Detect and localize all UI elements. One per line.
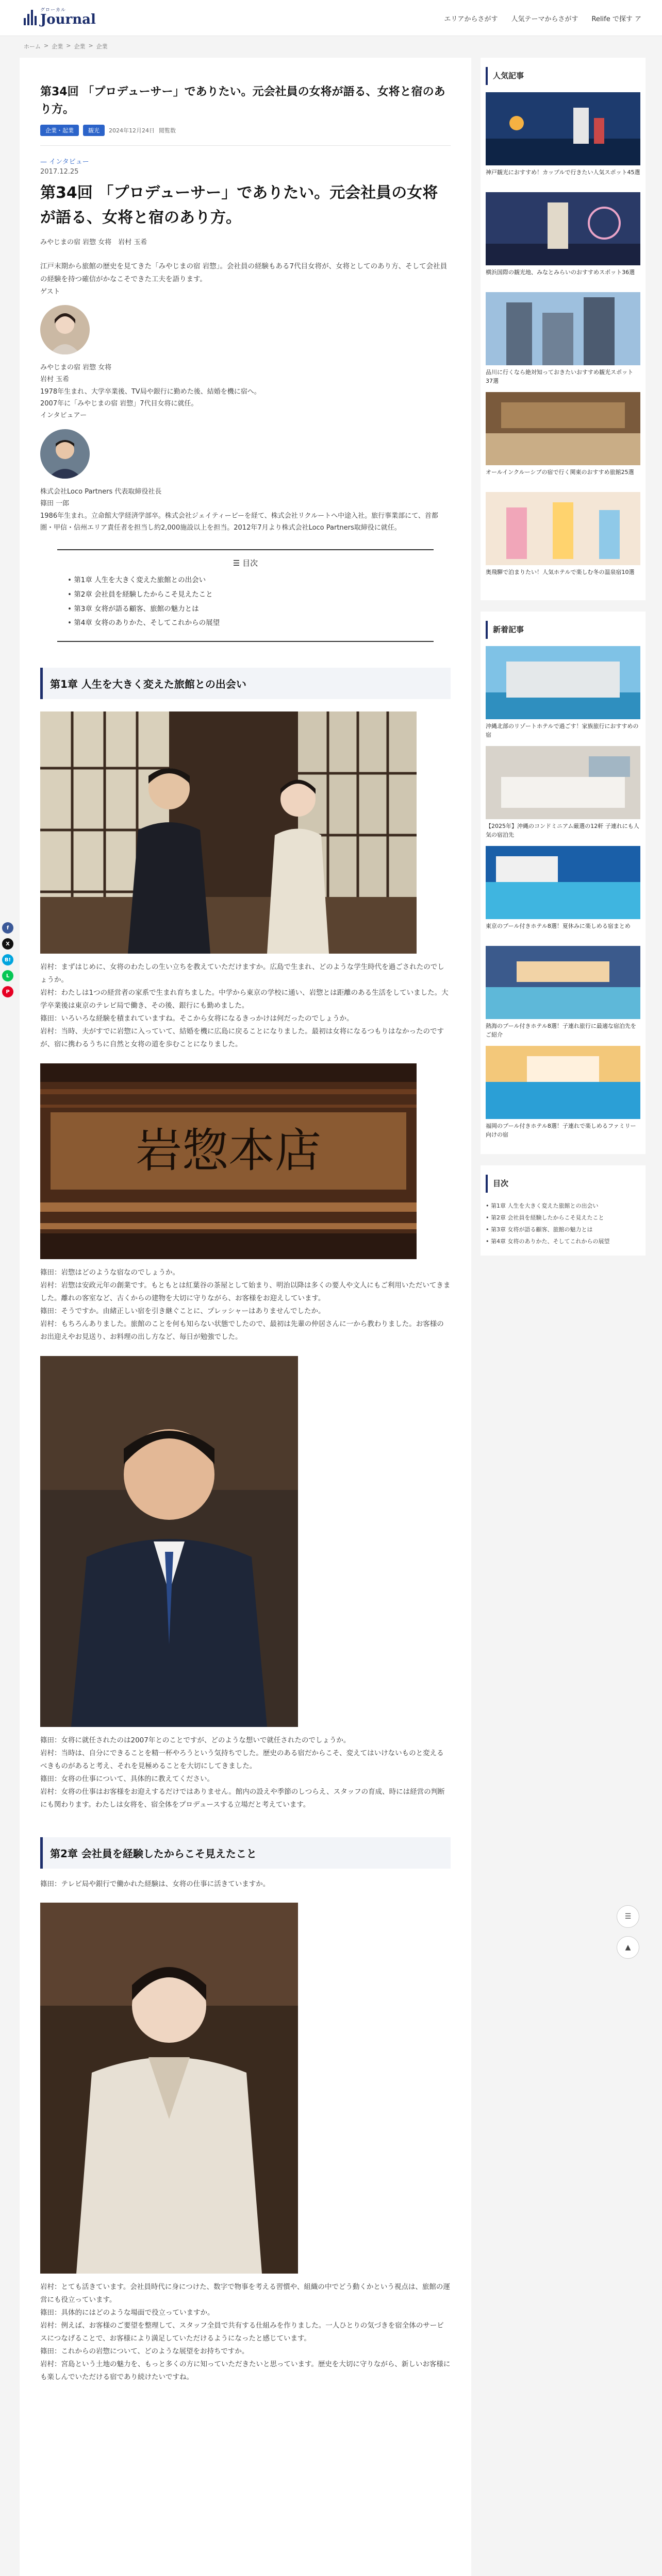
chapter-2-heading: 第2章 会社員を経験したからこそ見えたこと — [40, 1837, 451, 1869]
table-of-contents — [57, 549, 434, 642]
meta-row — [40, 125, 451, 136]
sidebar — [481, 58, 646, 1267]
line-share-icon[interactable]: L — [2, 970, 13, 981]
interviewer-bio: 1986年生まれ。立命館大学経済学部卒。株式会社ジェイティービーを経て、株式会社リクルートへ中途入社。旅行事業部にて、首都圏・甲信・信州エリア責任者を担当し約2,000施設以上を担当。2012年7月より株式会社Loco Partners取締役に就任。 — [40, 512, 438, 532]
article-category: — インタビュー — [40, 158, 89, 166]
chapter-1-heading: 第1章 人生を大きく変えた旅館との出会い — [40, 668, 451, 699]
sidebar-toc-item[interactable]: • 第1章 人生を大きく変えた旅館との出会い — [486, 1200, 640, 1212]
hatena-share-icon[interactable]: B! — [2, 954, 13, 965]
x-share-icon[interactable]: X — [2, 938, 13, 950]
paragraph: 岩村：わたしは1つの経営者の家系で生まれ育ちました。中学から東京の学校に通い、岩惣とは距離のある生活をしていました。大学卒業後は東京のテレビ局で働き、その後、銀行にも勤めました。 — [40, 989, 449, 1010]
article-title: 第34回 「プロデューサー」でありたい。元会社員の女将が語る、女将と宿のあり方。 — [40, 86, 445, 116]
toc-item[interactable]: • 第3章 女将が語る顧客、旅館の魅力とは — [68, 602, 423, 617]
interviewer-avatar — [40, 429, 90, 479]
interview-photo — [40, 711, 417, 954]
paragraph: 篠田：そうですか。由緒正しい宿を引き継ぐことに、プレッシャーはありませんでしたか。 — [40, 1307, 325, 1315]
paragraph: 岩村：もちろんありました。旅館のことを何も知らない状態でしたので、最初は先輩の仲居さんに一から教わりました。お客様のお出迎えやお見送り、お料理の出し方など、毎日が勉強でした。 — [40, 1319, 444, 1341]
logo-bars-icon — [24, 10, 37, 25]
article-date: 2017.12.25 — [40, 168, 79, 176]
nav-theme[interactable]: 人気テーマからさがす — [511, 15, 578, 23]
paragraph: 岩村：まずはじめに、女将のわたしの生い立ちを教えていただけますか。広島で生まれ、どのような学生時代を過ごされたのでしょうか。 — [40, 963, 444, 985]
pinterest-share-icon[interactable]: P — [2, 986, 13, 997]
menu-toggle-icon[interactable]: ☰ — [617, 1905, 639, 1928]
toc-item[interactable]: • 第4章 女将のありかた、そしてこれからの展望 — [68, 616, 423, 631]
site-logo[interactable] — [24, 8, 96, 26]
paragraph: 岩村：例えば、お客様のご要望を整理して、スタッフ全員で共有する仕組みを作りました。一人ひとりの気づきを宿全体のサービスにつなげることで、お客様により満足していただけるようになったと感じています。 — [40, 2321, 444, 2343]
site-header — [0, 0, 662, 36]
article-heading: 第34回 「プロデューサー」でありたい。元会社員の女将が語る、女将と宿のあり方。 — [40, 184, 438, 227]
guest-name: 岩村 玉希 — [40, 376, 70, 384]
scroll-top-icon[interactable]: ▲ — [617, 1936, 639, 1959]
facebook-share-icon[interactable]: f — [2, 922, 13, 934]
paragraph: 岩村：とても活きています。会社員時代に身につけた、数字で物事を考える習慣や、組織の中でどう動くかという視点は、旅館の運営にも役立っています。 — [40, 2283, 450, 2304]
sidebar-toc-item[interactable]: • 第4章 女将のありかた、そしてこれからの展望 — [486, 1235, 640, 1247]
popular-articles — [481, 58, 646, 600]
paragraph: 篠田：女将の仕事について、具体的に教えてください。 — [40, 1774, 214, 1783]
ryokan-sign-photo — [40, 1063, 417, 1259]
guest-avatar — [40, 305, 90, 354]
paragraph: 岩村：当時は、自分にできることを精一杯やろうという気持ちでした。歴史のある宿だからこそ、変えてはいけないものと変えるべきものがあると考え、それを見極めることを大切にしてきました。 — [40, 1749, 444, 1770]
logo-main: Journal — [40, 12, 96, 27]
paragraph: 篠田：テレビ局や銀行で働かれた経験は、女将の仕事に活きていますか。 — [40, 1879, 270, 1888]
paragraph: 篠田：女将に就任されたのは2007年とのことですが、どのような想いで就任されたのでしょうか。 — [40, 1736, 351, 1744]
breadcrumb-home[interactable]: ホーム — [24, 43, 41, 50]
nav-relife[interactable]: Relife で探す ア — [591, 15, 641, 23]
lead-text: 江戸末期から旅館の歴史を見てきた「みやじまの宿 岩惣」。会社員の経験もある7代目女将が、女将としてのあり方、そして会社員の経験を持つ確信がかなこそできた工夫を語ります。 — [40, 262, 448, 283]
paragraph: 篠田：これからの岩惣について、どのような展望をお持ちですか。 — [40, 2347, 249, 2356]
paragraph: 岩村：岩惣は安政元年の創業です。もともとは紅葉谷の茶屋として始まり、明治以降は多くの要人や文人にもご利用いただいてきました。離れの客室など、古くからの建物を大切に守りながら、お客様をお迎えしています。 — [40, 1281, 451, 1302]
guest-role: みやじまの宿 岩惣 女将 — [40, 363, 112, 371]
paragraph: 岩村：当時、夫がすでに岩惣に入っていて、結婚を機に広島に戻ることになりました。最初は女将になるつもりはなかったのですが、宿に携わるうちに自然と女将の道を歩むことになりました。 — [40, 1027, 444, 1048]
paragraph: 篠田：具体的にはどのような場面で役立っていますか。 — [40, 2309, 214, 2317]
popular-item[interactable]: 神戸観光におすすめ！カップルで行きたい人気スポット45選 — [486, 92, 640, 186]
breadcrumb-item[interactable]: 企業 — [74, 43, 86, 50]
new-item[interactable]: 熱海のプール付きホテル8選！子連れ旅行に最適な宿泊先をご紹介 — [486, 946, 640, 1040]
svg-text:岩惣本店: 岩惣本店 — [136, 1123, 321, 1178]
new-title: 新着記事 — [486, 621, 640, 639]
article-card — [20, 58, 471, 2576]
sidebar-toc-title: 目次 — [486, 1175, 640, 1193]
paragraph: 岩村：宮島という土地の魅力を、もっと多くの方に知っていただきたいと思っています。歴史を大切に守りながら、新しいお客様にも楽しんでいただける宿であり続けたいですね。 — [40, 2360, 451, 2382]
popular-item[interactable]: 品川に行くなら絶対知っておきたいおすすめ観光スポット37選 — [486, 292, 640, 386]
interviewer-photo — [40, 1356, 298, 1727]
view-count: 閲覧数 — [159, 127, 176, 134]
breadcrumb-item[interactable]: 企業 — [52, 43, 63, 50]
toc-title: ☰ 目次 — [233, 558, 258, 568]
guest-bio: 1978年生まれ、大学卒業後、TV局や銀行に勤めた後、結婚を機に宿へ。2007年に「みやじまの宿 岩惣」7代目女将に就任。 — [40, 387, 261, 408]
tag-business[interactable]: 企業・起業 — [40, 125, 79, 136]
paragraph: 岩村：女将の仕事はお客様をお迎えするだけではありません。館内の設えや季節のしつらえ、スタッフの育成、時には経営の判断にも関わります。わたしは女将を、宿全体をプロデュースする立場だと考えています。 — [40, 1787, 445, 1809]
sidebar-toc-item[interactable]: • 第2章 会社員を経験したからこそ見えたこと — [486, 1212, 640, 1224]
share-bar — [2, 922, 13, 997]
publish-date: 2024年12月24日 — [109, 127, 155, 134]
new-item[interactable]: 福岡のプール付きホテル8選！子連れで楽しめるファミリー向けの宿 — [486, 1046, 640, 1140]
breadcrumb-current: 企業 — [96, 43, 108, 50]
nav-area[interactable]: エリアからさがす — [444, 15, 498, 23]
logo-sub: グローカル — [40, 8, 66, 13]
okami-photo — [40, 1903, 298, 2274]
article-subtitle: みやじまの宿 岩惣 女将 岩村 玉希 — [40, 239, 147, 247]
interviewer-role: 株式会社Loco Partners 代表取締役社長 — [40, 487, 162, 496]
tag-tourism[interactable]: 観光 — [83, 125, 105, 136]
popular-title: 人気記事 — [486, 67, 640, 85]
new-item[interactable]: 【2025年】沖縄のコンドミニアム厳選の12軒 子連れにも人気の宿泊先 — [486, 746, 640, 840]
new-item[interactable]: 東京のプール付きホテル8選！夏休みに楽しめる宿まとめ — [486, 846, 640, 940]
paragraph: 篠田：いろいろな経験を積まれていますね。そこから女将になるきっかけは何だったのでしょうか。 — [40, 1014, 354, 1023]
paragraph: 篠田：岩惣はどのような宿なのでしょうか。 — [40, 1268, 179, 1277]
interviewer-name: 篠田 一郎 — [40, 500, 70, 508]
breadcrumb: ホーム > 企業 > 企業 > 企業 — [24, 42, 108, 50]
guest-label: ゲスト — [40, 287, 60, 296]
sidebar-toc — [481, 1165, 646, 1256]
popular-item[interactable]: 横浜国際の観光地、みなとみらいのおすすめスポット36選 — [486, 192, 640, 286]
popular-item[interactable]: 奥飛騨で泊まりたい！人気ホテルで楽しむ冬の温泉宿10選 — [486, 492, 640, 586]
header-nav — [444, 13, 641, 23]
divider — [40, 145, 451, 146]
new-item[interactable]: 沖縄北部のリゾートホテルで過ごす！家族旅行におすすめの宿 — [486, 646, 640, 740]
popular-item[interactable]: オールインクルーシブの宿で行く関東のおすすめ旅館25選 — [486, 392, 640, 486]
toc-item[interactable]: • 第1章 人生を大きく変えた旅館との出会い — [68, 573, 423, 588]
toc-item[interactable]: • 第2章 会社員を経験したからこそ見えたこと — [68, 588, 423, 602]
interviewer-label: インタビュアー — [40, 412, 87, 420]
new-articles — [481, 612, 646, 1154]
sidebar-toc-item[interactable]: • 第3章 女将が語る顧客、旅館の魅力とは — [486, 1224, 640, 1235]
